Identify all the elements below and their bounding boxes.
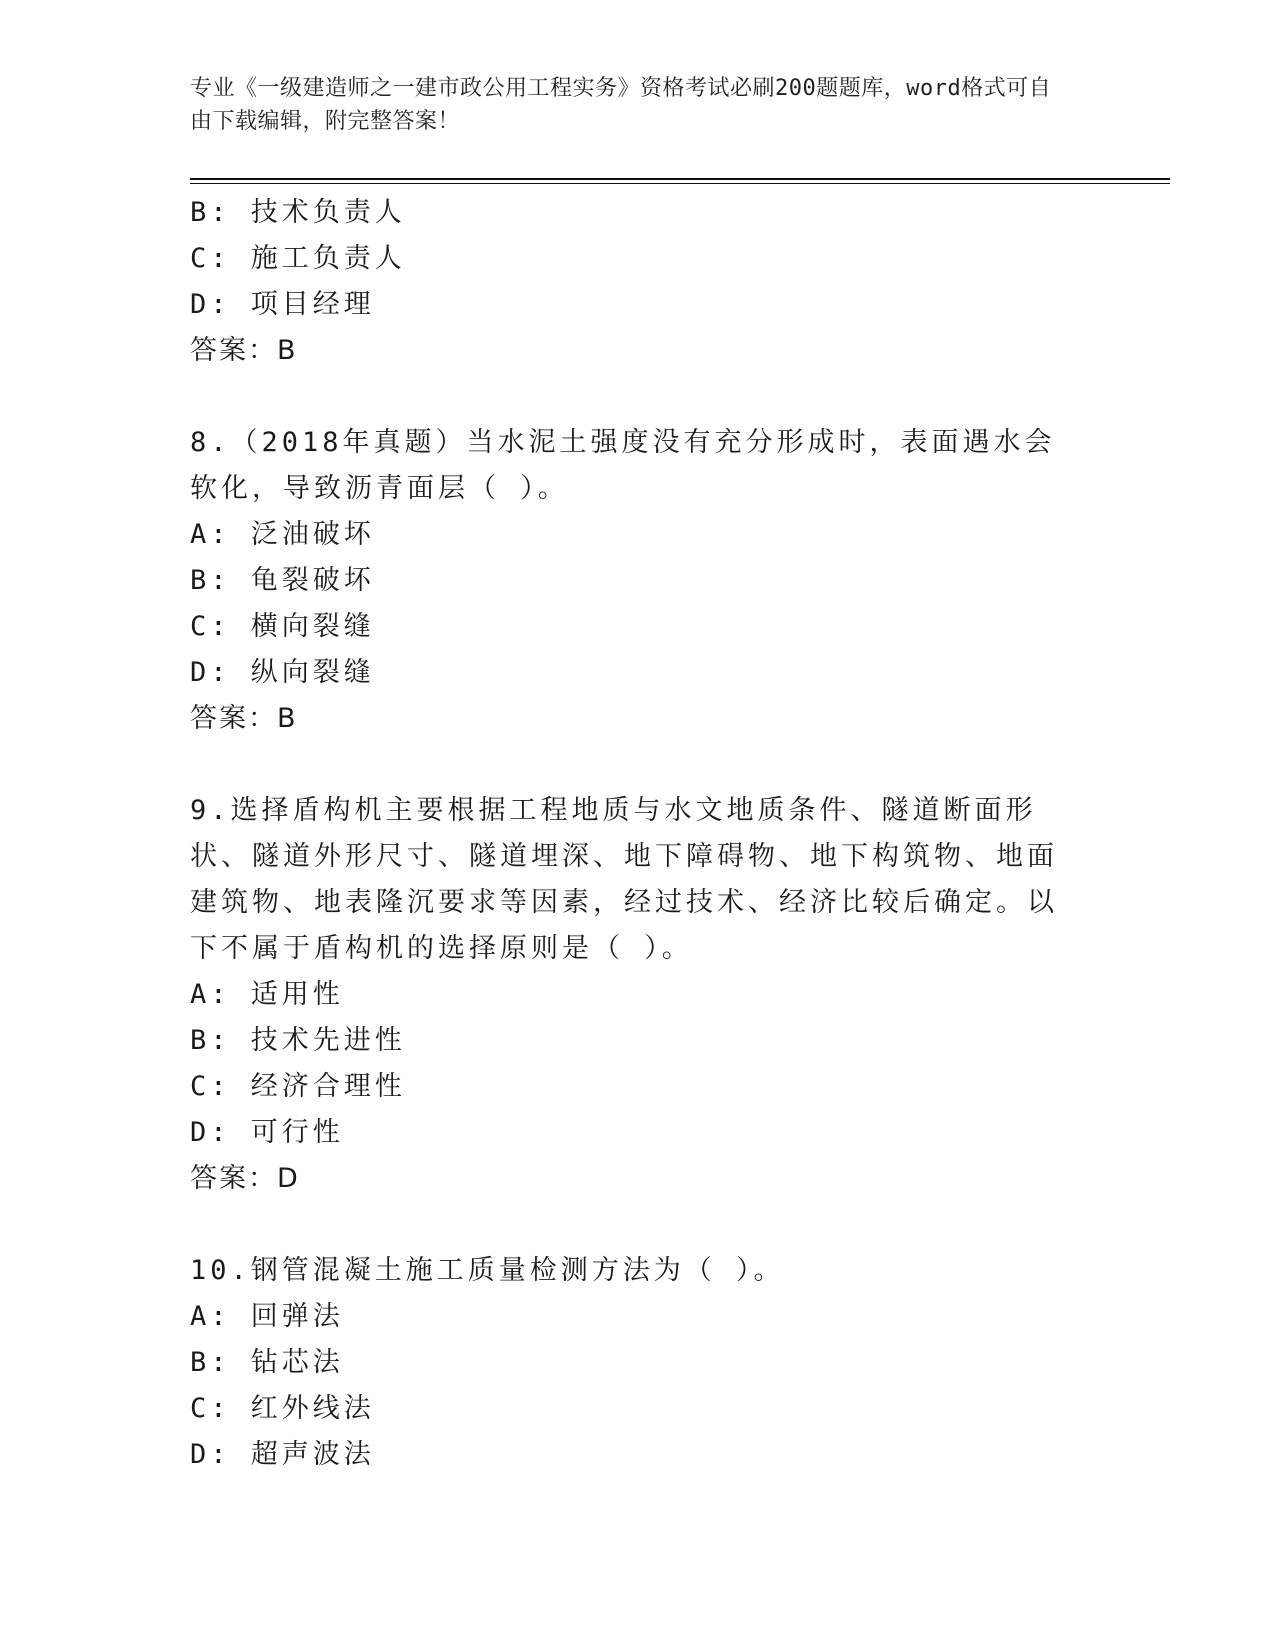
document-body (190, 190, 1070, 1478)
question-10 (190, 1248, 1070, 1478)
option-b: B: 技术先进性 (190, 1025, 406, 1056)
answer-line: 答案：D (190, 1163, 300, 1194)
spacer (190, 1202, 1070, 1248)
option-c: C: 经济合理性 (190, 1071, 406, 1102)
header-rule-thin (190, 183, 1170, 184)
document-header: 专业《一级建造师之一建市政公用工程实务》资格考试必刷200题题库，word格式可自由下载编辑，附完整答案！ (190, 76, 1052, 134)
option-d: D: 纵向裂缝 (190, 657, 375, 688)
option-c: C: 施工负责人 (190, 243, 406, 274)
option-a: A: 泛油破坏 (190, 519, 375, 550)
answer-line: 答案：B (190, 335, 298, 366)
header-rule-thick (190, 178, 1170, 180)
spacer (190, 374, 1070, 420)
question-text: 9.选择盾构机主要根据工程地质与水文地质条件、隧道断面形状、隧道外形尺寸、隧道埋深、地下障碍物、地下构筑物、地面建筑物、地表隆沉要求等因素，经过技术、经济比较后确定。以下不属于盾构机的选择原则是（ ）。 (190, 795, 1058, 964)
option-a: A: 适用性 (190, 979, 344, 1010)
question-9 (190, 788, 1070, 1202)
option-d: D: 超声波法 (190, 1439, 375, 1470)
option-c: C: 红外线法 (190, 1393, 375, 1424)
spacer (190, 742, 1070, 788)
option-d: D: 项目经理 (190, 289, 375, 320)
question-text: 8.（2018年真题）当水泥土强度没有充分形成时，表面遇水会软化，导致沥青面层（ ）。 (190, 427, 1056, 504)
option-b: B: 龟裂破坏 (190, 565, 375, 596)
question-text: 10.钢管混凝土施工质量检测方法为（ ）。 (190, 1255, 785, 1286)
answer-line: 答案：B (190, 703, 298, 734)
option-c: C: 横向裂缝 (190, 611, 375, 642)
option-b: B: 技术负责人 (190, 197, 406, 228)
option-b: B: 钻芯法 (190, 1347, 344, 1378)
previous-question-block (190, 190, 1070, 374)
option-d: D: 可行性 (190, 1117, 344, 1148)
question-8 (190, 420, 1070, 742)
option-a: A: 回弹法 (190, 1301, 344, 1332)
